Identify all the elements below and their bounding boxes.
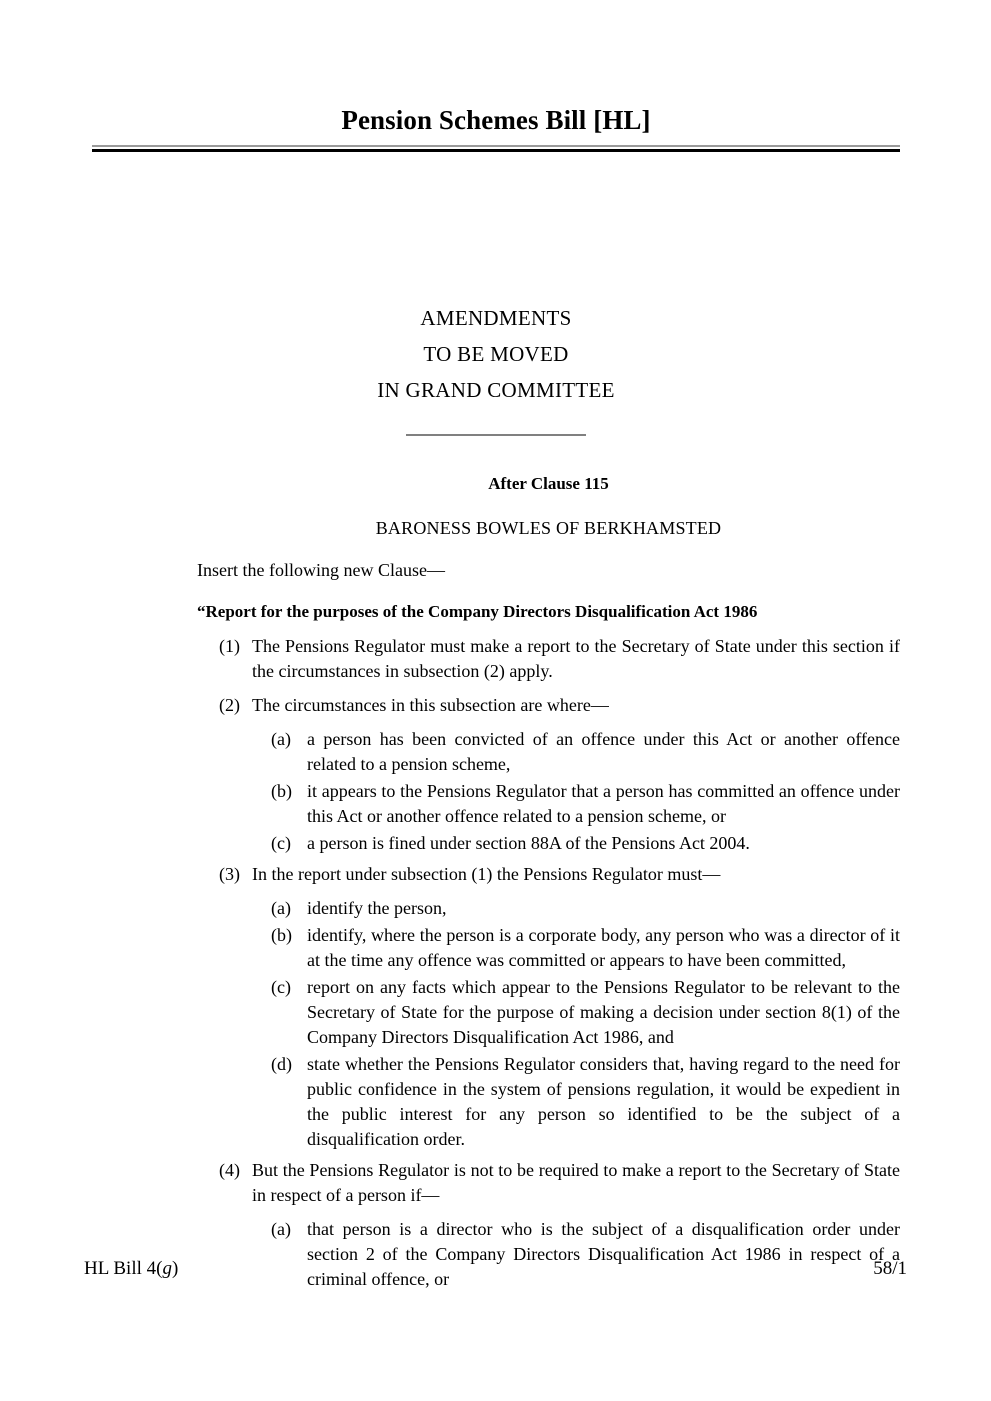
- paragraph-text: that person is a director who is the subject of a disqualification order under section 2 of the Company Directors Disqualification Act 1986 in respect of a criminal offence, or: [307, 1219, 900, 1289]
- paragraph-marker: (b): [271, 925, 292, 945]
- paragraph-marker: (a): [271, 898, 291, 918]
- member-name: BARONESS BOWLES OF BERKHAMSTED: [375, 518, 722, 538]
- insert-instruction: Insert the following new Clause—: [197, 560, 445, 580]
- paragraph-3d: [197, 1052, 900, 1152]
- subsection-text: The Pensions Regulator must make a report to the Secretary of State under this section if the circumstances in subsection (2) apply.: [252, 636, 900, 681]
- subsection-3: [197, 862, 900, 887]
- page-number: 58/1: [873, 1258, 907, 1279]
- new-clause-title: “Report for the purposes of the Company Directors Disqualification Act 1986: [197, 602, 758, 621]
- frontmatter-rule: [406, 434, 586, 436]
- bill-reference-prefix: HL Bill 4(: [84, 1258, 163, 1279]
- page-footer: [84, 1258, 907, 1280]
- frontmatter-line-in-grand-committee: IN GRAND COMMITTEE: [377, 378, 615, 402]
- paragraph-text: state whether the Pensions Regulator considers that, having regard to the need for public confidence in the system of pensions regulation, it would be expedient in the public interest for any person so identified to be the subject of a disqualification order.: [307, 1054, 900, 1149]
- paragraph-2a: [197, 727, 900, 777]
- amendment-body: [197, 474, 900, 1294]
- paragraph-text: report on any facts which appear to the Pensions Regulator to be relevant to the Secretary of State for the purpose of making a decision under section 8(1) of the Company Directors Disqualification Act 1986, and: [307, 977, 900, 1047]
- subsection-marker: (1): [219, 636, 240, 656]
- bill-reference-suffix: ): [171, 1258, 179, 1279]
- frontmatter-line-amendments: AMENDMENTS: [420, 306, 572, 330]
- clause-heading: After Clause 115: [488, 474, 609, 493]
- paragraph-marker: (c): [271, 833, 291, 853]
- bill-reference-italic: g: [162, 1258, 172, 1279]
- paragraph-marker: (b): [271, 781, 292, 801]
- paragraph-4a: [197, 1217, 900, 1292]
- title-rule: [92, 145, 900, 151]
- frontmatter: [92, 300, 900, 436]
- masthead: [92, 104, 900, 151]
- subsection-1: [197, 634, 900, 684]
- subsection-4: [197, 1158, 900, 1208]
- subsection-text: In the report under subsection (1) the Pensions Regulator must—: [252, 864, 721, 884]
- paragraph-text: a person has been convicted of an offence under this Act or another offence related to a pension scheme,: [307, 729, 900, 774]
- paragraph-text: it appears to the Pensions Regulator that a person has committed an offence under this Act or another offence related to a pension scheme, or: [307, 781, 900, 826]
- paragraph-text: identify, where the person is a corporate body, any person who was a director of it at the time any offence was committed or appears to have been committed,: [307, 925, 900, 970]
- paragraph-3b: [197, 923, 900, 973]
- subsection-marker: (3): [219, 864, 240, 884]
- paragraph-marker: (a): [271, 729, 291, 749]
- paragraph-marker: (d): [271, 1054, 292, 1074]
- title-rule-thin: [92, 145, 900, 147]
- paragraph-marker: (a): [271, 1219, 291, 1239]
- subsection-group-3: [197, 862, 900, 1152]
- paragraph-3c: [197, 975, 900, 1050]
- bill-reference: [84, 1258, 178, 1280]
- subsection-2: [197, 693, 900, 718]
- paragraph-2b: [197, 779, 900, 829]
- paragraph-2c: [197, 831, 900, 856]
- paragraph-text: a person is fined under section 88A of the Pensions Act 2004.: [307, 833, 750, 853]
- paragraph-text: identify the person,: [307, 898, 447, 918]
- subsection-marker: (4): [219, 1160, 240, 1180]
- frontmatter-rule-wrap: [92, 434, 900, 436]
- frontmatter-line-to-be-moved: TO BE MOVED: [423, 342, 569, 366]
- paragraph-marker: (c): [271, 977, 291, 997]
- subsection-text: The circumstances in this subsection are where—: [252, 695, 609, 715]
- page-title: Pension Schemes Bill [HL]: [341, 105, 651, 135]
- subsection-text: But the Pensions Regulator is not to be required to make a report to the Secretary of State in respect of a person if—: [252, 1160, 900, 1205]
- subsection-marker: (2): [219, 695, 240, 715]
- title-rule-thick: [92, 149, 900, 152]
- subsection-group-1: [197, 634, 900, 684]
- paragraph-3a: [197, 896, 900, 921]
- subsection-group-2: [197, 693, 900, 856]
